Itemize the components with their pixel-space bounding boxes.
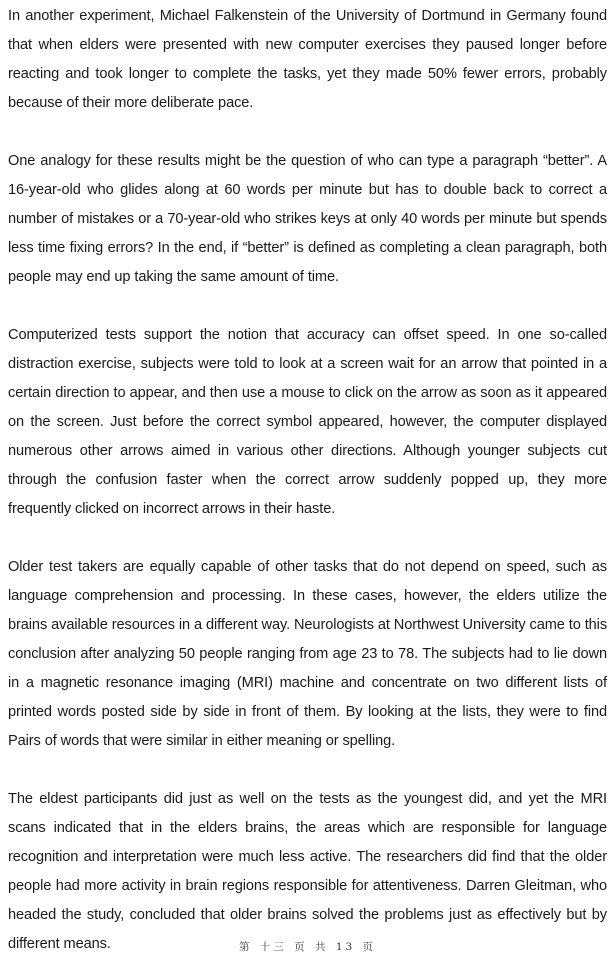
paragraph-falkenstein-experiment: In another experiment, Michael Falkenstein of the University of Dortmund in Germany found that when elders were presented with new computer exercises they paused longer before reacting and took longer to complete the tasks, yet they made 50% fewer errors, probably because of their more deliberate pace. [8, 8, 607, 111]
paragraph-typing-analogy: One analogy for these results might be the question of who can type a paragraph “better”. A 16-year-old who glides along at 60 words per minute but has to double back to correct a number of mistakes or a 70-year-old who strikes keys at only 40 words per minute but spends less time fixing errors? In the end, if “better” is defined as completing a clean paragraph, both people may end up taking the same amount of time. [8, 153, 607, 285]
paragraph-computerized-tests: Computerized tests support the notion that accuracy can offset speed. In one so-called distraction exercise, subjects were told to look at a screen wait for an arrow that pointed in a certain direction to appear, and then use a mouse to click on the arrow as soon as it appeared on the screen. Just before the correct symbol appeared, however, the computer displayed numerous other arrows aimed in various other directions. Although younger subjects cut through the confusion faster when the correct arrow suddenly popped up, they more frequently clicked on incorrect arrows in their haste. [8, 327, 607, 517]
paragraph-older-test-takers: Older test takers are equally capable of other tasks that do not depend on speed, such as language comprehension and processing. In these cases, however, the elders utilize the brains available resources in a different way. Neurologists at Northwest University came to this conclusion after analyzing 50 people ranging from age 23 to 78. The subjects had to lie down in a magnetic resonance imaging (MRI) machine and concentrate on two different lists of printed words posted side by side in front of them. By looking at the lists, they were to find Pairs of words that were similar in either meaning or spelling. [8, 559, 608, 749]
page-number-footer: 第 十三 页 共 13 页 [238, 941, 377, 953]
paragraph-eldest-participants: The eldest participants did just as well on the tests as the youngest did, and yet the MRI scans indicated that in the elders brains, the areas which are responsible for language recognition and interpretation were much less active. The researchers did find that the older people had more activity in brain regions responsible for attentiveness. Darren Gleitman, who headed the study, concluded that older brains solved the problems just as effectively but by different means. [8, 791, 607, 952]
document-page [8, 2, 607, 959]
